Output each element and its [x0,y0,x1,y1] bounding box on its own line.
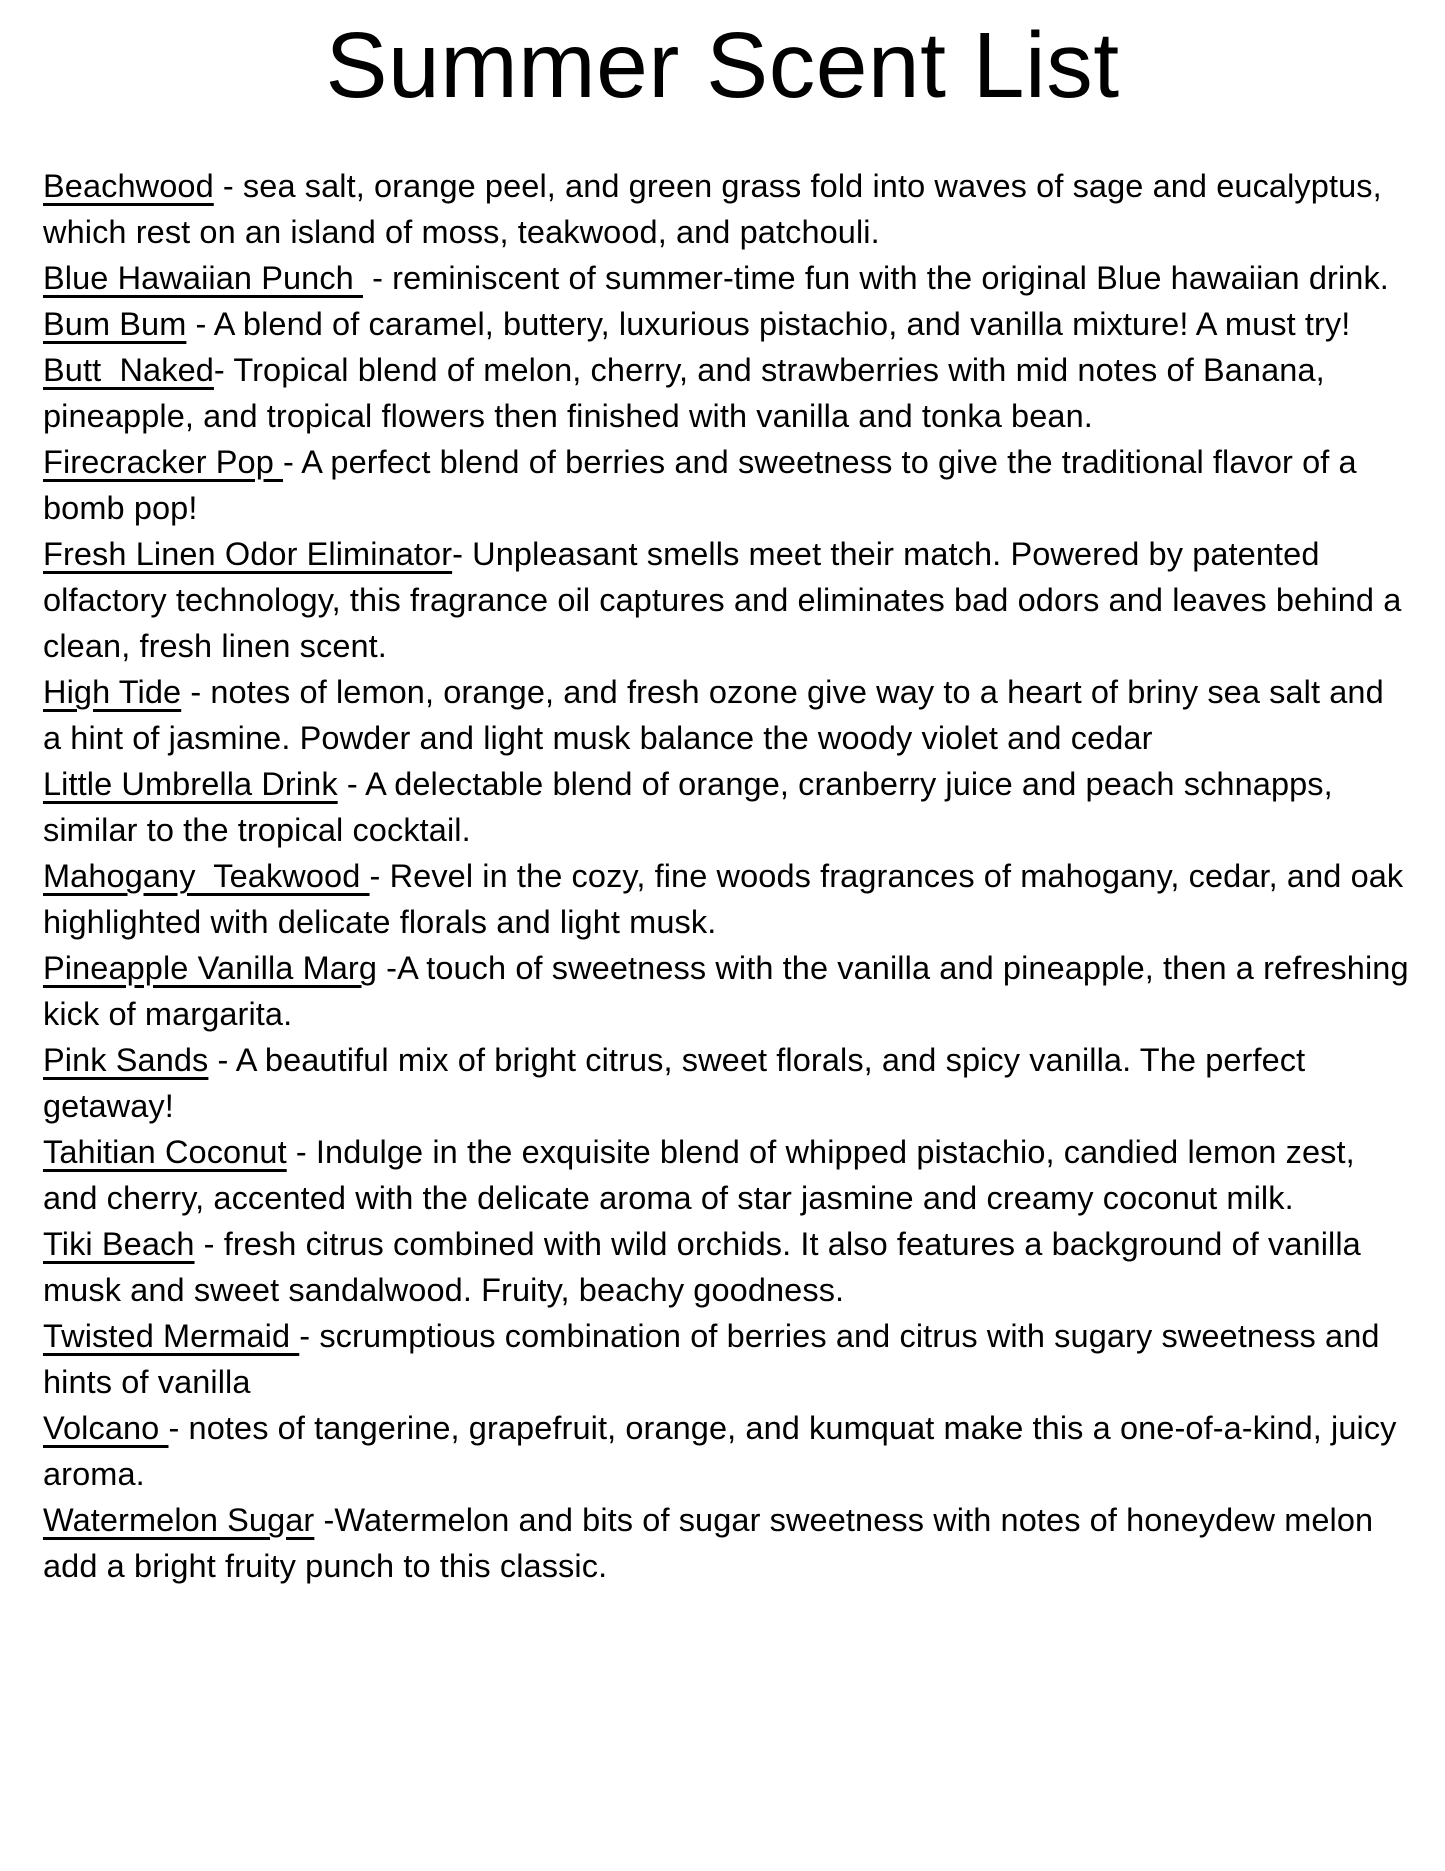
scent-description: - reminiscent of summer-time fun with the original Blue hawaiian drink. [362,259,1389,296]
scent-description: - scrumptious combination of berries and citrus with sugary sweetness and hints of vanilla [43,1317,1389,1400]
scent-entry-little-umbrella-drink [43,761,1411,853]
scent-entry-blue-hawaiian-punch [43,255,1411,301]
scent-name: Butt Naked [43,351,214,388]
scent-description: - A perfect blend of berries and sweetness to give the traditional flavor of a bomb pop! [43,443,1366,526]
scent-entry-beachwood [43,163,1411,255]
scent-name: Tiki Beach [43,1225,195,1262]
scent-description: - A beautiful mix of bright citrus, sweet florals, and spicy vanilla. The perfect getaway! [43,1041,1315,1124]
scent-name: Pink Sands [43,1041,209,1078]
scent-name: Blue Hawaiian Punch [43,259,363,296]
scent-name: Little Umbrella Drink [43,765,338,802]
page-title: Summer Scent List [325,13,1120,117]
scent-entry-pineapple-vanilla-marg [43,945,1418,1037]
scent-name: Fresh Linen Odor Eliminator [43,535,453,572]
scent-entry-twisted-mermaid [43,1313,1411,1405]
scent-description: - notes of tangerine, grapefruit, orange, and kumquat make this a one-of-a-kind, juicy aroma. [43,1409,1406,1492]
scent-description: -Watermelon and bits of sugar sweetness with notes of honeydew melon add a bright fruity punch to this classic. [43,1501,1383,1584]
scent-entry-high-tide [43,669,1411,761]
scent-entry-mahogany-teakwood [43,853,1411,945]
scent-description: -A touch of sweetness with the vanilla and pineapple, then a refreshing kick of margarita. [43,949,1418,1032]
scent-list [0,163,1445,1589]
scent-description: - fresh citrus combined with wild orchids. It also features a background of vanilla musk and sweet sandalwood. Fruity, beachy goodness. [43,1225,1370,1308]
scent-entry-butt-naked [43,347,1411,439]
scent-name: High Tide [43,673,182,710]
scent-description: - Unpleasant smells meet their match. Powered by patented olfactory technology, this fragrance oil captures and eliminates bad odors and leaves behind a clean, fresh linen scent. [43,535,1411,664]
scent-description: - Indulge in the exquisite blend of whipped pistachio, candied lemon zest, and cherry, accented with the delicate aroma of star jasmine and creamy coconut milk. [43,1133,1364,1216]
scent-name: Firecracker Pop [43,443,284,480]
scent-name: Tahitian Coconut [43,1133,287,1170]
scent-entry-pink-sands [43,1037,1411,1129]
scent-description: - notes of lemon, orange, and fresh ozone give way to a heart of briny sea salt and a hint of jasmine. Powder and light musk balance the woody violet and cedar [43,673,1393,756]
scent-name: Pineapple Vanilla Marg [43,949,378,986]
scent-entry-tahitian-coconut [43,1129,1411,1221]
scent-entry-firecracker-pop [43,439,1411,531]
scent-entry-volcano [43,1405,1411,1497]
scent-entry-watermelon-sugar [43,1497,1411,1589]
scent-entry-tiki-beach [43,1221,1411,1313]
scent-description: - Tropical blend of melon, cherry, and strawberries with mid notes of Banana, pineapple, and tropical flowers then finished with vanilla and tonka bean. [43,351,1334,434]
scent-name: Watermelon Sugar [43,1501,315,1538]
scent-description: - sea salt, orange peel, and green grass fold into waves of sage and eucalyptus, which rest on an island of moss, teakwood, and patchouli. [43,167,1391,250]
scent-description: - Revel in the cozy, fine woods fragrances of mahogany, cedar, and oak highlighted with delicate florals and light musk. [43,857,1413,940]
scent-description: - A blend of caramel, buttery, luxurious pistachio, and vanilla mixture! A must try! [186,305,1351,342]
scent-name: Volcano [43,1409,169,1446]
scent-name: Mahogany Teakwood [43,857,370,894]
scent-name: Bum Bum [43,305,187,342]
scent-name: Beachwood [43,167,214,204]
scent-description: - A delectable blend of orange, cranberry juice and peach schnapps, similar to the tropical cocktail. [43,765,1342,848]
scent-name: Twisted Mermaid [43,1317,300,1354]
scent-entry-fresh-linen-odor-eliminator [43,531,1411,669]
scent-entry-bum-bum [43,301,1411,347]
